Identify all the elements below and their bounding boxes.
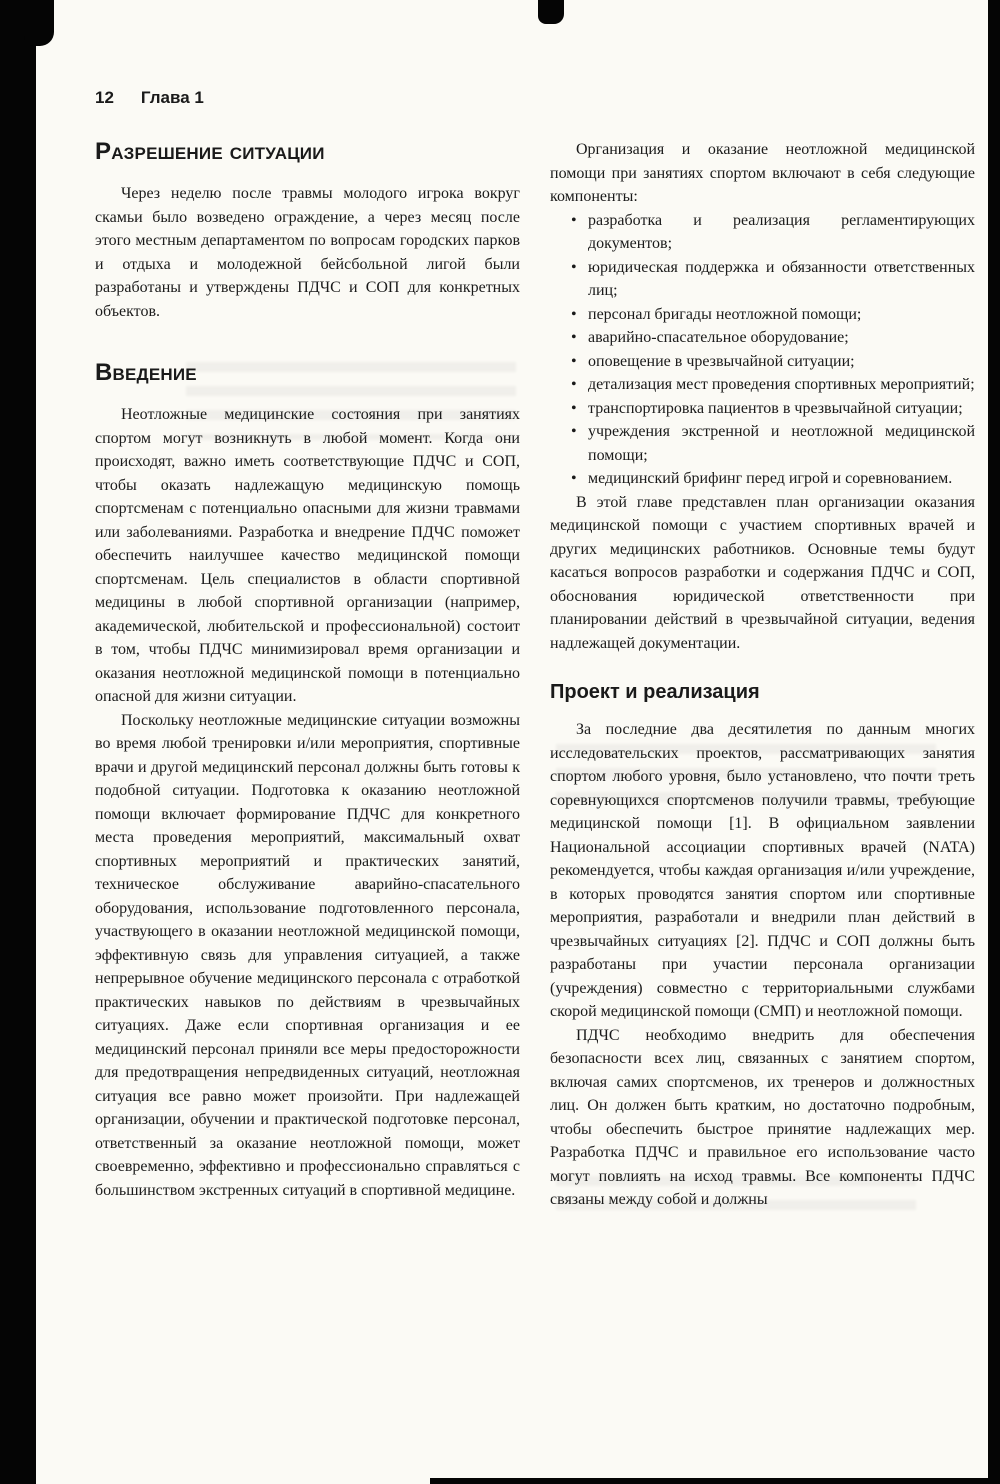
list-item: [571, 467, 975, 491]
list-item: [571, 209, 975, 256]
paragraph-introduction-2: Поскольку неотложные медицинские ситуации возможны во время любой тренировки и/или мероприятия, спортивные врачи и другой медицинский персонал должны быть готовы к подобной ситуации. Подготовка к оказанию неотложной помощи включает формирование ПДЧС для конкретного места проведения мероприятий, максимальный охват спортивных мероприятий и практических занятий, техническое обслуживание аварийно-спасательного оборудования, использование подготовленного персонала, участвующего в оказании неотложной медицинской помощи, эффективную связь для управления ситуацией, а также непрерывное обучение медицинского персонала с отработкой практических навыков по действиям в чрезвычайных ситуациях. Даже если спортивная организация и ее медицинский персонал приняли все меры предосторожности для предотвращения непредвиденных ситуаций, неотложная ситуация все равно может произойти. При надлежащей организации, обучении и практической подготовке персонал, ответственный за оказание неотложной помощи, может своевременно, эффективно и профессионально справляться с большинством экстренных ситуаций в спортивной медицине.: [95, 711, 520, 1199]
list-item-text: учреждения экстренной и неотложной медицинской помощи;: [588, 423, 975, 464]
bullet-icon: •: [571, 329, 577, 346]
bullet-icon: •: [571, 258, 577, 276]
list-item-text: разработка и реализация регламентирующих документов;: [588, 211, 975, 252]
bullet-icon: •: [571, 376, 577, 393]
right-column: [550, 138, 975, 1212]
bullet-icon: •: [571, 423, 577, 440]
scan-artifact-bottom-edge: [430, 1478, 1000, 1484]
list-item: [571, 256, 975, 303]
list-item-text: детализация мест проведения спортивных мероприятий;: [588, 376, 975, 393]
paragraph-resolution: Через неделю после травмы молодого игрока вокруг скамьи было возведено ограждение, а через месяц после этого местным департаментом по вопросам городских парков и отдыха и молодежной бейсбольной лигой были разработаны и утверждены ПДЧС и СОП для конкретных объектов.: [95, 185, 520, 320]
left-column: [95, 138, 520, 1212]
paragraph-design-1: За последние два десятилетия по данным многих исследовательских проектов, рассматривающих занятия спортом любого уровня, было установлено, что почти треть соревнующихся спортсменов получили травмы, требующие медицинской помощи [1]. В официальном заявлении Национальной ассоциации спортивных врачей (NATA) рекомендуется, чтобы каждая организация и/или учреждение, в которых проводятся занятия спортом или спортивные мероприятия, разработали и внедрили план действий в чрезвычайных ситуациях [2]. ПДЧС и СОП должны быть разработаны при участии персонала организации (учреждения) совместно с территориальными службами скорой медицинской помощи (СМП) и неотложной помощи.: [550, 721, 975, 1020]
list-item-text: персонал бригады неотложной помощи;: [588, 305, 862, 323]
list-item: [571, 350, 975, 374]
list-item-text: оповещение в чрезвычайной ситуации;: [588, 352, 855, 370]
list-item: [571, 373, 975, 397]
list-item-text: медицинский брифинг перед игрой и соревнованием.: [588, 470, 953, 487]
heading-design-implementation: Проект и реализация: [550, 681, 760, 703]
bullet-icon: •: [571, 305, 577, 323]
components-list: [550, 209, 975, 491]
list-item-text: аварийно-спасательное оборудование;: [588, 329, 849, 346]
scan-artifact-left-edge: [0, 0, 36, 1484]
list-item-text: юридическая поддержка и обязанности ответственных лиц;: [588, 258, 975, 299]
paragraph-introduction-1: Неотложные медицинские состояния при занятиях спортом могут возникнуть в любой момент. Когда они происходят, важно иметь соответствующие ПДЧС и СОП, чтобы оказать надлежащую медицинскую помощь спортсменам с потенциально опасными для жизни травмами или заболеваниями. Разработка и внедрение ПДЧС поможет обеспечить наилучшее качество медицинской помощи спортсменам. Цель специалистов в области спортивной медицины в любой спортивной организации (например, академической, любительской и профессиональной) состоит в том, чтобы ПДЧС минимизировал время организации и оказания неотложной медицинской помощи в потенциально опасной для жизни ситуации.: [95, 406, 520, 705]
bullet-icon: •: [571, 399, 577, 417]
scan-artifact-right-edge: [988, 0, 1000, 1484]
list-item-text: транспортировка пациентов в чрезвычайной ситуации;: [588, 399, 963, 417]
chapter-label: Глава 1: [140, 88, 204, 107]
two-column-layout: [95, 138, 975, 1212]
bullet-icon: •: [571, 352, 577, 370]
heading-situation-resolution: Разрешение ситуации: [95, 138, 325, 165]
bullet-icon: •: [571, 470, 577, 487]
paragraph-components-intro: Организация и оказание неотложной медицинской помощи при занятиях спортом включают в себя следующие компоненты:: [550, 141, 975, 205]
bullet-icon: •: [571, 211, 577, 229]
book-page: [36, 0, 988, 1484]
list-item: [571, 303, 975, 327]
list-item: [571, 397, 975, 421]
paragraph-chapter-overview: В этой главе представлен план организации оказания медицинской помощи с участием спортивных врачей и других медицинских работников. Основные темы будут касаться вопросов разработки и содержания ПДЧС и СОП, обоснования юридической ответственности при планировании действий в чрезвычайной ситуации, ведения надлежащей документации.: [550, 493, 975, 652]
heading-introduction: Введение: [95, 359, 197, 386]
list-item: [571, 420, 975, 467]
scan-artifact-top-left: [24, 0, 54, 46]
running-header: [95, 88, 975, 108]
list-item: [571, 326, 975, 350]
page-number: 12: [95, 88, 114, 107]
scan-artifact-top-center: [538, 0, 564, 24]
paragraph-design-2: ПДЧС необходимо внедрить для обеспечения безопасности всех лиц, связанных с занятием спортом, включая самих спортсменов, их тренеров и должностных лиц. Он должен быть кратким, но достаточно подробным, чтобы обеспечить быстрое принятие надлежащих мер. Разработка ПДЧС и правильное его использование часто могут повлиять на исход травмы. Все компоненты ПДЧС связаны между собой и должны: [550, 1026, 975, 1208]
